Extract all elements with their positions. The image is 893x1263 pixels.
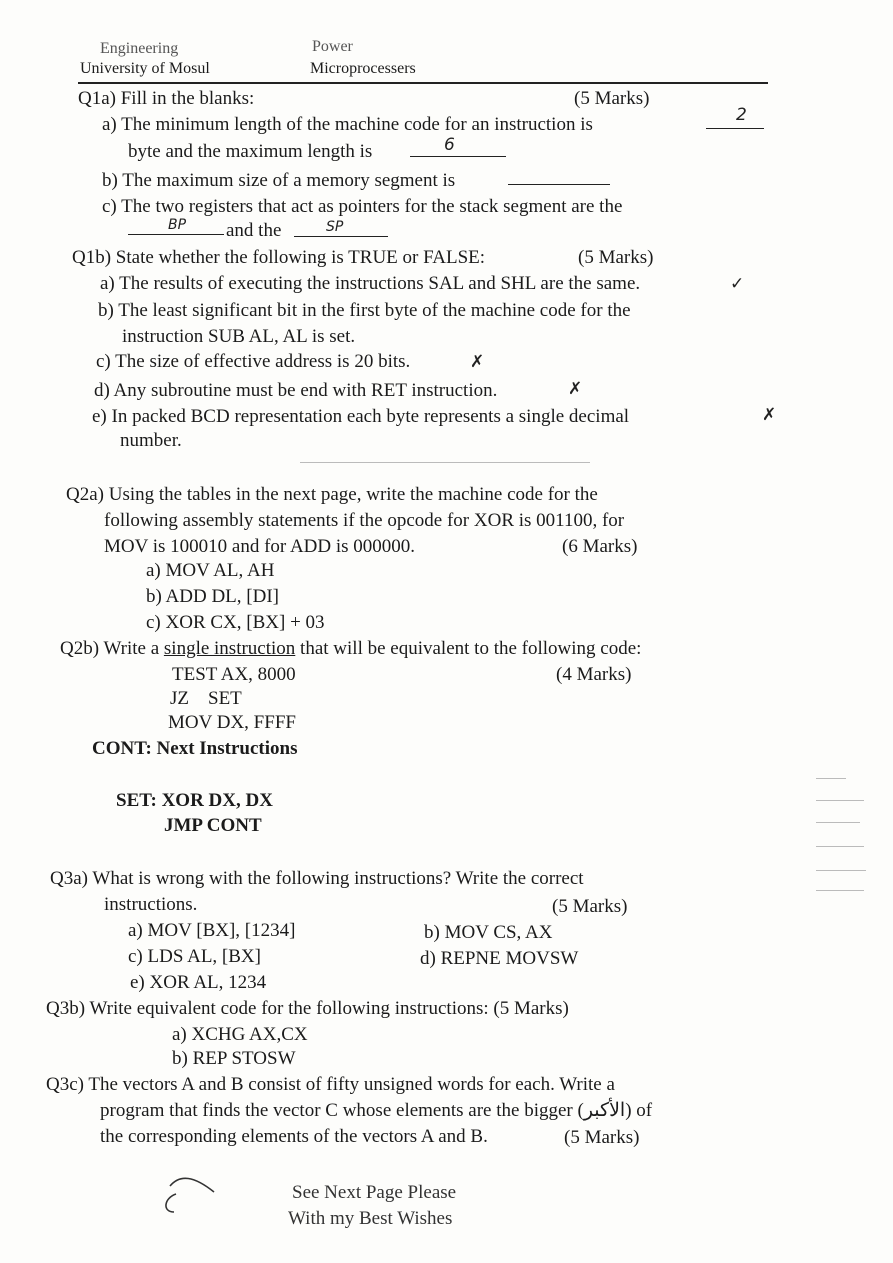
- handwritten-scribble: [156, 1172, 220, 1216]
- q3a-line2: instructions.: [104, 894, 198, 915]
- q1a-a-line1: a) The minimum length of the machine code for an instruction is: [102, 114, 593, 135]
- q1a-c-line1: c) The two registers that act as pointers for the stack segment are the: [102, 196, 623, 217]
- q3a-d: d) REPNE MOVSW: [420, 948, 579, 969]
- scan-artifact: [816, 870, 866, 871]
- q3a-a: a) MOV [BX], [1234]: [128, 920, 296, 941]
- q1b-a: a) The results of executing the instructions SAL and SHL are the same.: [100, 273, 641, 294]
- q1a-a-line2: byte and the maximum length is: [128, 141, 373, 162]
- q2b-cont: CONT: Next Instructions: [92, 738, 298, 759]
- q3c-marks: (5 Marks): [564, 1127, 640, 1148]
- scan-artifact: [816, 822, 860, 823]
- q1b-d-mark: ✗: [568, 379, 583, 399]
- q1b-d: d) Any subroutine must be end with RET instruction.: [94, 380, 498, 401]
- q3c-line3: the corresponding elements of the vectors A and B.: [100, 1126, 488, 1147]
- q2b-set-1: SET: XOR DX, DX: [116, 790, 273, 811]
- q3b-line1: Q3b) Write equivalent code for the following instructions: (5 Marks): [46, 998, 569, 1019]
- q3a-c: c) LDS AL, [BX]: [128, 946, 261, 967]
- q2b-marks: (4 Marks): [556, 664, 632, 685]
- q1b-c: c) The size of effective address is 20 bits.: [96, 351, 411, 372]
- q1b-c-mark: ✗: [470, 352, 485, 372]
- q1a-marks: (5 Marks): [574, 88, 650, 109]
- q1b-title: Q1b) State whether the following is TRUE or FALSE:: [72, 247, 486, 268]
- q1b-e-line1: e) In packed BCD representation each byte represents a single decimal: [92, 406, 630, 427]
- q3a-b: b) MOV CS, AX: [424, 922, 553, 943]
- q1b-b-line2: instruction SUB AL, AL is set.: [122, 326, 356, 347]
- q1a-c-answer1: BP: [168, 217, 187, 233]
- q3a-line1: Q3a) What is wrong with the following instructions? Write the correct: [50, 868, 584, 889]
- scan-artifact: [816, 890, 864, 891]
- q1a-title: Q1a) Fill in the blanks:: [78, 88, 255, 109]
- q3c-line2: program that finds the vector C whose elements are the bigger (الأكبر) of: [100, 1100, 653, 1121]
- header-course: Microprocessers: [310, 60, 416, 77]
- scan-artifact: [816, 800, 864, 801]
- q2b-line1: [60, 638, 641, 660]
- q1a-a-answer1: 2: [736, 105, 747, 125]
- q3a-marks: (5 Marks): [552, 896, 628, 917]
- q2a-item-b: b) ADD DL, [DI]: [146, 586, 279, 607]
- q1a-a-answer2: 6: [444, 135, 455, 155]
- q1a-a-blank1: [706, 128, 764, 129]
- q2b-line1-post: that will be equivalent to the following code:: [295, 638, 642, 659]
- scan-artifact: [816, 846, 864, 847]
- q1a-c-blank2: [294, 236, 388, 237]
- q2a-line3: MOV is 100010 and for ADD is 000000.: [104, 536, 416, 557]
- q2b-line1-underlined: single instruction: [163, 638, 296, 659]
- q1a-c-blank1: [128, 234, 224, 235]
- q1a-b-blank: [508, 184, 610, 185]
- q3b-b: b) REP STOSW: [172, 1048, 296, 1069]
- q3c-line1: Q3c) The vectors A and B consist of fifty unsigned words for each. Write a: [46, 1074, 615, 1095]
- q3b-a: a) XCHG AX,CX: [172, 1024, 308, 1045]
- q1b-marks: (5 Marks): [578, 247, 654, 268]
- q2a-line1: Q2a) Using the tables in the next page, write the machine code for the: [66, 484, 598, 505]
- scan-artifact: [816, 778, 846, 779]
- q1b-b-line1: b) The least significant bit in the first byte of the machine code for the: [98, 300, 631, 321]
- q3a-e: e) XOR AL, 1234: [130, 972, 267, 993]
- q1b-e-line2: number.: [120, 430, 182, 451]
- q1a-b: b) The maximum size of a memory segment is: [102, 170, 456, 191]
- q2a-line2: following assembly statements if the opcode for XOR is 001100, for: [104, 510, 625, 531]
- q1a-c-answer2: SP: [326, 219, 344, 235]
- scan-artifact: [300, 462, 590, 463]
- header-dept-right: Power: [312, 38, 353, 55]
- footer-line2: With my Best Wishes: [288, 1208, 453, 1229]
- header-rule: [78, 82, 768, 84]
- q2b-line1-pre: Q2b) Write a: [60, 638, 164, 659]
- q2b-code-1: TEST AX, 8000: [172, 664, 296, 685]
- q2b-code-3: MOV DX, FFFF: [168, 712, 296, 733]
- q2b-code-2: JZ SET: [170, 688, 242, 709]
- q2a-item-c: c) XOR CX, [BX] + 03: [146, 612, 325, 633]
- q1a-a-blank2: [410, 156, 506, 157]
- footer-line1: See Next Page Please: [292, 1182, 457, 1203]
- q1b-e-mark: ✗: [762, 405, 777, 425]
- q1b-a-mark: ✓: [730, 274, 745, 294]
- q2a-item-a: a) MOV AL, AH: [146, 560, 275, 581]
- header-dept-left: Engineering: [100, 40, 179, 57]
- q1a-c-and: and the: [226, 220, 282, 241]
- q2b-set-2: JMP CONT: [164, 815, 262, 836]
- header-university: University of Mosul: [80, 60, 210, 77]
- q2a-marks: (6 Marks): [562, 536, 638, 557]
